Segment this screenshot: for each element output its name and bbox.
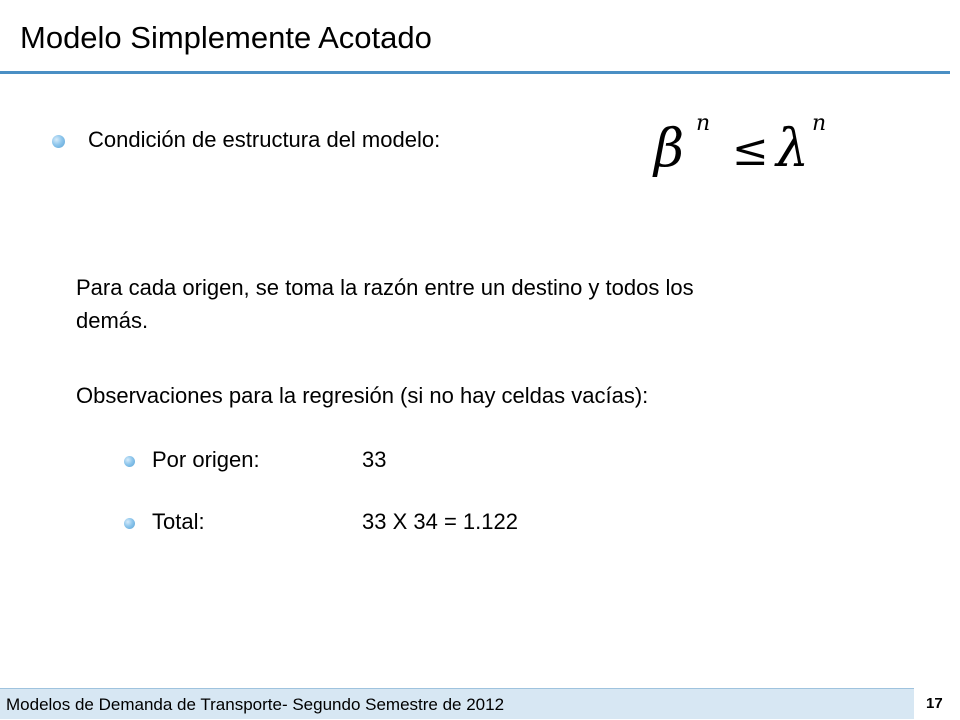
formula-lambda-exponent: n xyxy=(812,111,827,136)
sub-item-label: Por origen: xyxy=(152,447,260,472)
paragraph-ratio-line-1: Para cada origen, se toma la razón entre un destino y todos los xyxy=(76,275,694,300)
footer-text: Modelos de Demanda de Transporte- Segundo Semestre de 2012 xyxy=(6,695,505,714)
sub-item-value: 33 X 34 = 1.122 xyxy=(362,509,518,534)
page-title: Modelo Simplemente Acotado xyxy=(20,20,432,55)
main-bullet-icon xyxy=(52,135,65,148)
page-number: 17 xyxy=(926,695,943,712)
formula-relation: ≤ xyxy=(732,125,769,176)
formula-beta-exponent: n xyxy=(696,111,711,136)
formula-beta: β xyxy=(654,119,685,179)
title-divider xyxy=(0,71,950,74)
paragraph-ratio-line-2: demás. xyxy=(76,308,149,333)
formula-lambda: λ xyxy=(776,119,809,179)
sub-item-label: Total: xyxy=(152,509,205,534)
structure-formula xyxy=(650,108,850,188)
paragraph-observations: Observaciones para la regresión (si no hay celdas vacías): xyxy=(76,383,649,408)
sub-item-value: 33 xyxy=(362,447,387,472)
sub-bullet-icon xyxy=(124,456,135,467)
main-bullet-text: Condición de estructura del modelo: xyxy=(88,127,441,152)
sub-bullet-icon xyxy=(124,518,135,529)
